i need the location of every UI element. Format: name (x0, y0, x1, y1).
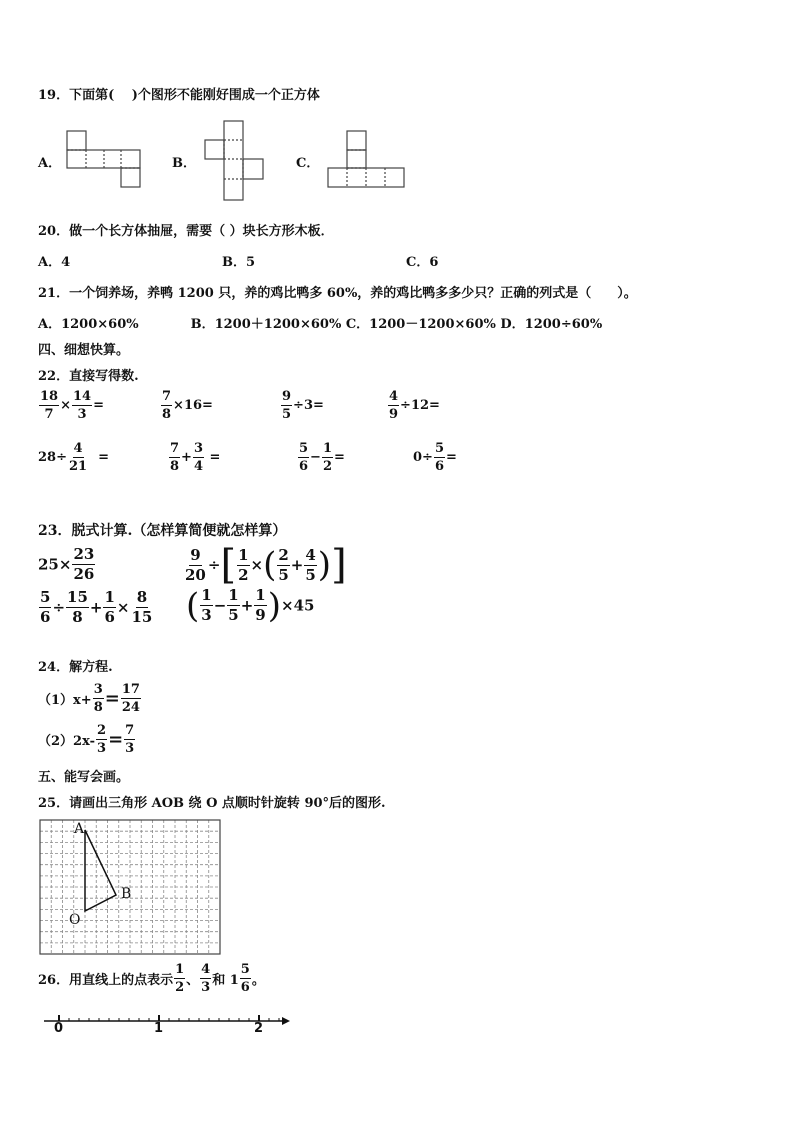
q22-item-2: $\frac{7}{8}$ ×16= (162, 389, 213, 422)
q23-expr-1: 25× $\frac{23}{26}$ (38, 545, 95, 583)
q23-expr-4: ( $\frac{1}{3}$ − $\frac{1}{5}$ + $\frac{1}{9}$ )×45 (186, 585, 315, 626)
tick-label-2: 2 (254, 1021, 264, 1036)
q23-expr-3: $\frac{5}{6}$ ÷ $\frac{15}{8}$ + $\frac{1}{6}$ × $\frac{8}{15}$ (40, 588, 153, 626)
q19-option-c: C． (296, 156, 320, 171)
q20-option-a: A．4 (38, 255, 71, 270)
q22-item-3: $\frac{9}{5}$ ÷3= (282, 389, 324, 422)
tick-label-0: 0 (54, 1021, 64, 1036)
q26-stem: 26．用直线上的点表示 $\frac{1}{2}$ 、 $\frac{4}{3}$ 和 1 $\frac{5}{6}$ 。 (38, 962, 265, 995)
q23-expr-2: $\frac{9}{20}$ ÷[ $\frac{1}{2}$ ×( $\frac{2}{5}$ + $\frac{4}{5}$ )] (185, 542, 347, 588)
q22-item-6: $\frac{7}{8}$ + $\frac{3}{4}$ = (170, 441, 221, 474)
point-b-label: B (121, 886, 132, 902)
q24-equation-2: （2）2x- $\frac{2}{3}$ = $\frac{7}{3}$ (38, 723, 135, 756)
q22-item-4: $\frac{4}{9}$ ÷12= (389, 389, 440, 422)
point-o-label: O (69, 912, 81, 928)
q22-item-1: $\frac{18}{7}$ × $\frac{14}{3}$ = (40, 389, 104, 422)
tick-label-1: 1 (154, 1021, 164, 1036)
section-4-heading: 四、细想快算。 (38, 343, 130, 358)
q22-item-5: 28÷ $\frac{4}{21}$ = (38, 441, 110, 474)
point-a-label: A (74, 821, 85, 837)
q19-option-b: B． (172, 156, 196, 171)
q21-stem: 21．一个饲养场，养鸭 1200 只，养的鸡比鸭多 60%，养的鸡比鸭多多少只？正确的列式是（ ）。 (38, 286, 637, 301)
q22-stem: 22．直接写得数. (38, 369, 139, 384)
q24-stem: 24．解方程. (38, 660, 113, 675)
q22-item-7: $\frac{5}{6}$ − $\frac{1}{2}$ = (299, 441, 345, 474)
q19-stem: 19．下面第( )个图形不能刚好围成一个正方体 (38, 88, 320, 103)
q20-option-b: B．5 (222, 255, 256, 270)
q21-options: A．1200×60% B．1200＋1200×60% C．1200－1200×60% D．1200÷60% (38, 317, 603, 332)
section-5-heading: 五、能写会画。 (38, 770, 130, 785)
q20-option-c: C．6 (406, 255, 439, 270)
q25-stem: 25．请画出三角形 AOB 绕 O 点顺时针旋转 90°后的图形. (38, 796, 386, 811)
q22-item-8: 0÷ $\frac{5}{6}$ = (413, 441, 457, 474)
q24-equation-1: （1）x+ $\frac{3}{8}$ = $\frac{17}{24}$ (38, 682, 140, 715)
q19-option-a: A． (38, 156, 62, 171)
q23-stem: 23．脱式计算.（怎样算简便就怎样算） (38, 523, 287, 539)
q20-stem: 20．做一个长方体抽屉，需要（ ）块长方形木板． (38, 224, 334, 239)
